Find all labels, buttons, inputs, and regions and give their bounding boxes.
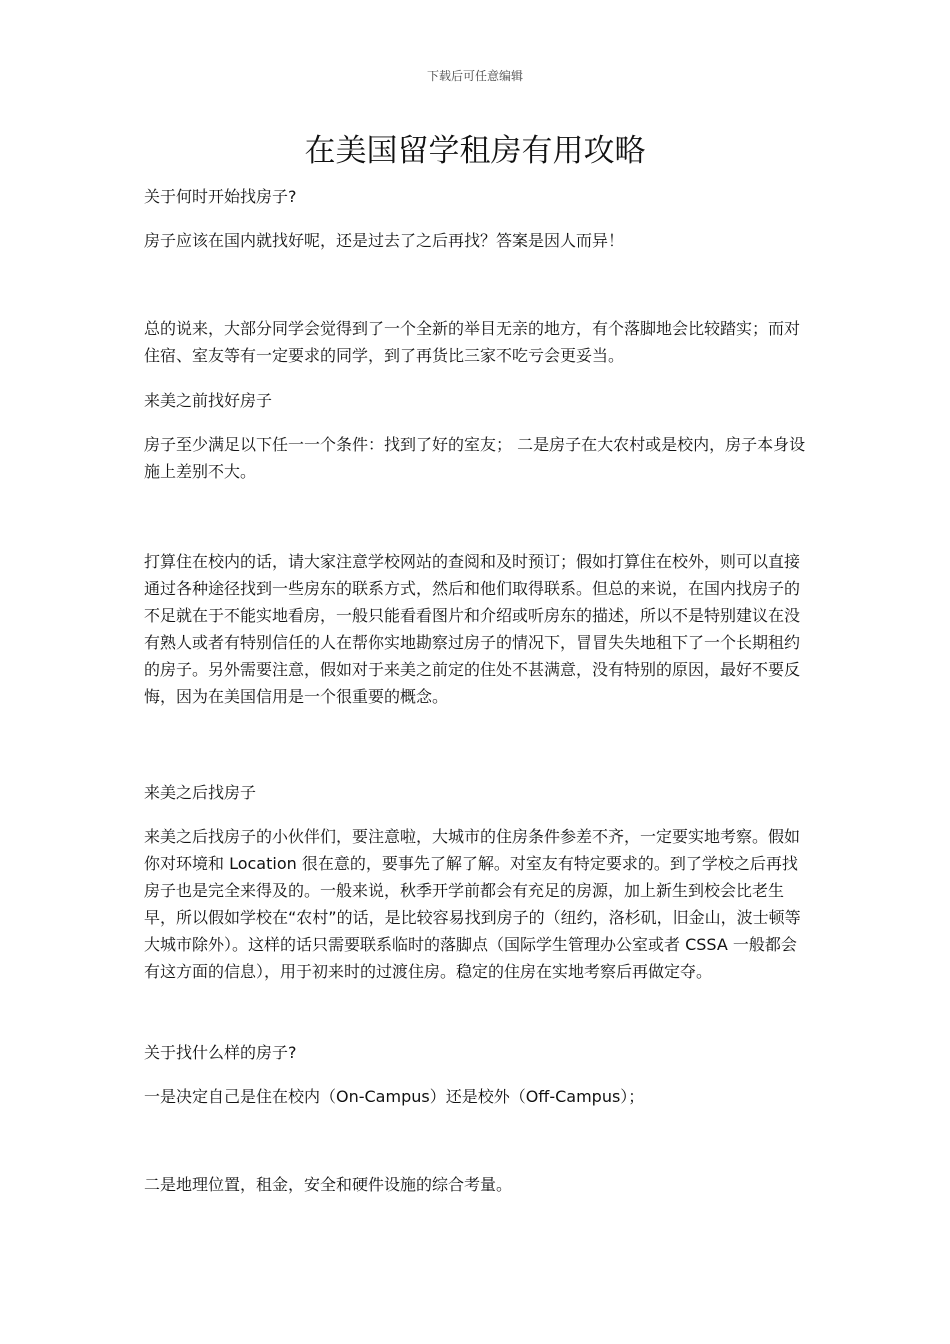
paragraph-after-arrival-heading: 来美之后找房子 [144, 783, 257, 802]
paragraph-when-to-find-heading: 关于何时开始找房子? [144, 187, 297, 206]
paragraph-house-type-point-one: 一是决定自己是住在校内（On-Campus）还是校外（Off-Campus）； [144, 1087, 645, 1106]
paragraph-after-arrival-detail: 来美之后找房子的小伙伴们，要注意啦，大城市的住房条件参差不齐，一定要实地考察。假如你对环境和 Location 很在意的，要事先了解了解。对室友有特定要求的。到了学校之后再找房子也是完全来得及的。一般来说，秋季开学前都会有充足的房源，加上新生到校会比老生早，所以假如学校在“农村”的话，是比较容易找到房子的（纽约，洛杉矶，旧金山，波士顿等大城市除外）。这样的话只需要联系临时的落脚点（国际学生管理办公室或者 CSSA 一般都会有这方面的信息），用于初来时的过渡住房。稳定的住房在实地考察后再做定夺。 [144, 827, 801, 981]
paragraph-overall-view: 总的说来，大部分同学会觉得到了一个全新的举目无亲的地方，有个落脚地会比较踏实；而对住宿、室友等有一定要求的同学，到了再货比三家不吃亏会更妥当。 [144, 319, 801, 365]
paragraph-house-type-heading: 关于找什么样的房子? [144, 1043, 297, 1062]
header-note: 下载后可任意编辑 [426, 69, 523, 83]
paragraph-before-arrival-detail: 打算住在校内的话，请大家注意学校网站的查阅和及时预订；假如打算住在校外，则可以直接通过各种途径找到一些房东的联系方式，然后和他们取得联系。但总的来说，在国内找房子的不足就在于不能实地看房，一般只能看看图片和介绍或听房东的描述，所以不是特别建议在没有熟人或者有特别信任的人在帮你实地勘察过房子的情况下，冒冒失失地租下了一个长期租约的房子。另外需要注意，假如对于来美之前定的住处不甚满意，没有特别的原因，最好不要反悔，因为在美国信用是一个很重要的概念。 [144, 552, 801, 706]
paragraph-house-type-point-two: 二是地理位置，租金，安全和硬件设施的综合考量。 [144, 1175, 513, 1194]
paragraph-when-to-find-answer: 房子应该在国内就找好呢，还是过去了之后再找？答案是因人而异！ [144, 231, 625, 250]
document-title: 在美国留学租房有用攻略 [304, 133, 646, 169]
paragraph-before-arrival-heading: 来美之前找好房子 [144, 391, 273, 410]
paragraph-before-arrival-condition: 房子至少满足以下任一一个条件：找到了好的室友； 二是房子在大农村或是校内，房子本身设施上差别不大。 [144, 435, 806, 481]
